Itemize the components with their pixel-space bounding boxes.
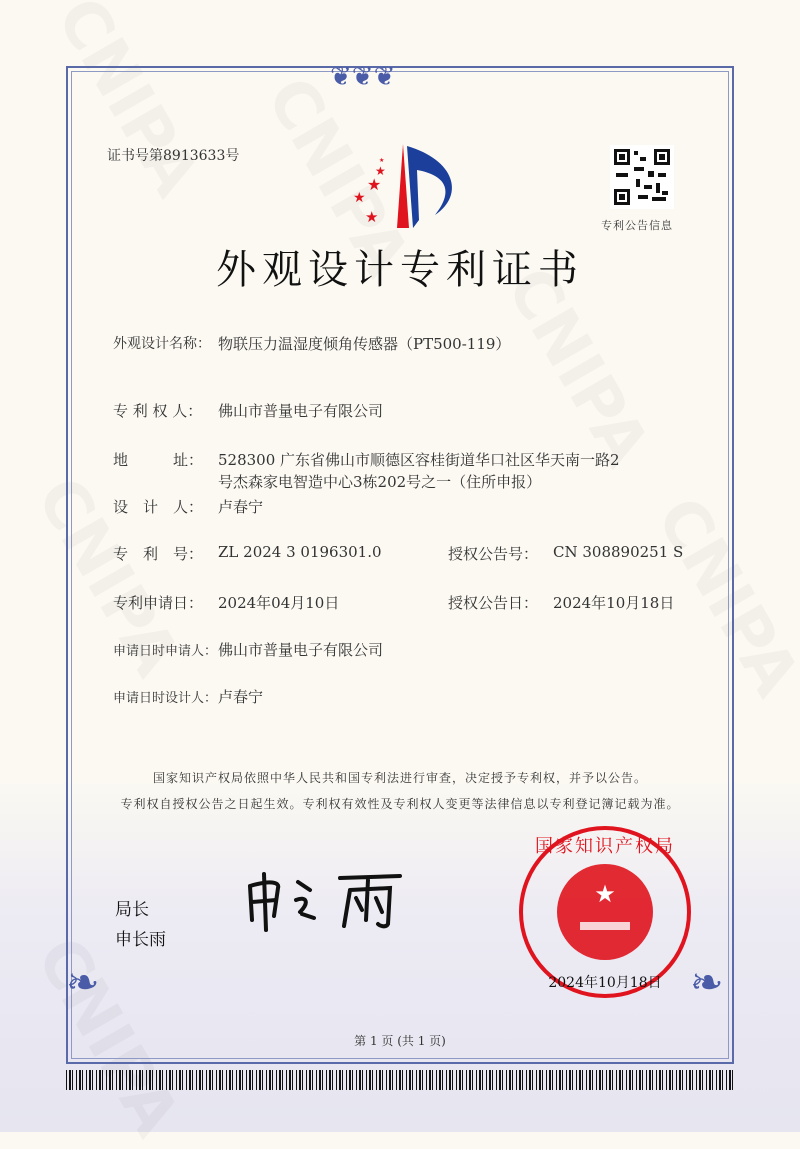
patentee-value: 佛山市普量电子有限公司 [218,402,384,420]
cnipa-logo [345,140,465,230]
svg-text:★: ★ [353,190,366,206]
address-value-line1: 528300 广东省佛山市顺德区容桂街道华口社区华天南一路2 [218,451,620,469]
director-signature [240,868,420,933]
notice-line-2: 专利权自授权公告之日起生效。专利权有效性及专利权人变更等法律信息以专利登记簿记载为准。 [120,797,680,811]
notice-line-1: 国家知识产权局依照中华人民共和国专利法进行审查，决定授予专利权，并予以公告。 [152,771,647,785]
filing-date-value: 2024年04月10日 [218,594,340,612]
designer-at-filing-value: 卢春宁 [218,688,264,706]
svg-text:★: ★ [379,157,385,164]
design-name-value: 物联压力温湿度倾角传感器（PT500-119） [218,335,511,353]
filing-date-label: 专利申请日： [113,594,204,612]
designer-value: 卢春宁 [218,498,264,516]
svg-text:★: ★ [367,175,382,194]
qr-code[interactable] [610,145,674,209]
page-footer: 第 1 页 (共 1 页) [354,1034,446,1048]
grant-pub-date-label: 授权公告日： [448,594,539,612]
seal-date: 2024年10月18日 [548,975,662,991]
grant-pub-date-value: 2024年10月18日 [553,594,675,612]
qr-caption: 专利公告信息 [601,219,673,232]
barcode [66,1070,734,1090]
ornament-top-icon: ❦❦❦ [330,62,396,92]
applicant-at-filing-value: 佛山市普量电子有限公司 [218,641,384,659]
patentee-label: 专 利 权 人： [113,402,203,420]
designer-at-filing-label: 申请日时设计人： [113,691,218,706]
svg-text:★: ★ [375,164,386,178]
patent-no-label: 专 利 号： [113,545,204,563]
seal-text-arc: 国家知识产权局 [535,836,675,857]
designer-label: 设 计 人： [113,498,204,516]
certificate-number: 证书号第8913633号 [107,148,240,164]
address-label: 地 址： [113,451,204,469]
director-name: 申长雨 [115,930,166,950]
director-title: 局长 [115,900,149,920]
svg-text:★: ★ [594,880,616,908]
address-value-line2: 号杰森家电智造中心3栋202号之一（住所申报） [218,473,542,491]
svg-text:★: ★ [365,208,379,226]
ornament-corner-icon: ❧ [690,960,724,1006]
design-name-label: 外观设计名称： [113,336,211,352]
patent-no-value: ZL 2024 3 0196301.0 [218,543,382,561]
grant-pub-no-value: CN 308890251 S [553,543,684,561]
grant-pub-no-label: 授权公告号： [448,545,539,563]
ornament-corner-icon: ❧ [66,960,100,1006]
applicant-at-filing-label: 申请日时申请人： [113,644,218,659]
document-title: 外观设计专利证书 [216,247,584,293]
